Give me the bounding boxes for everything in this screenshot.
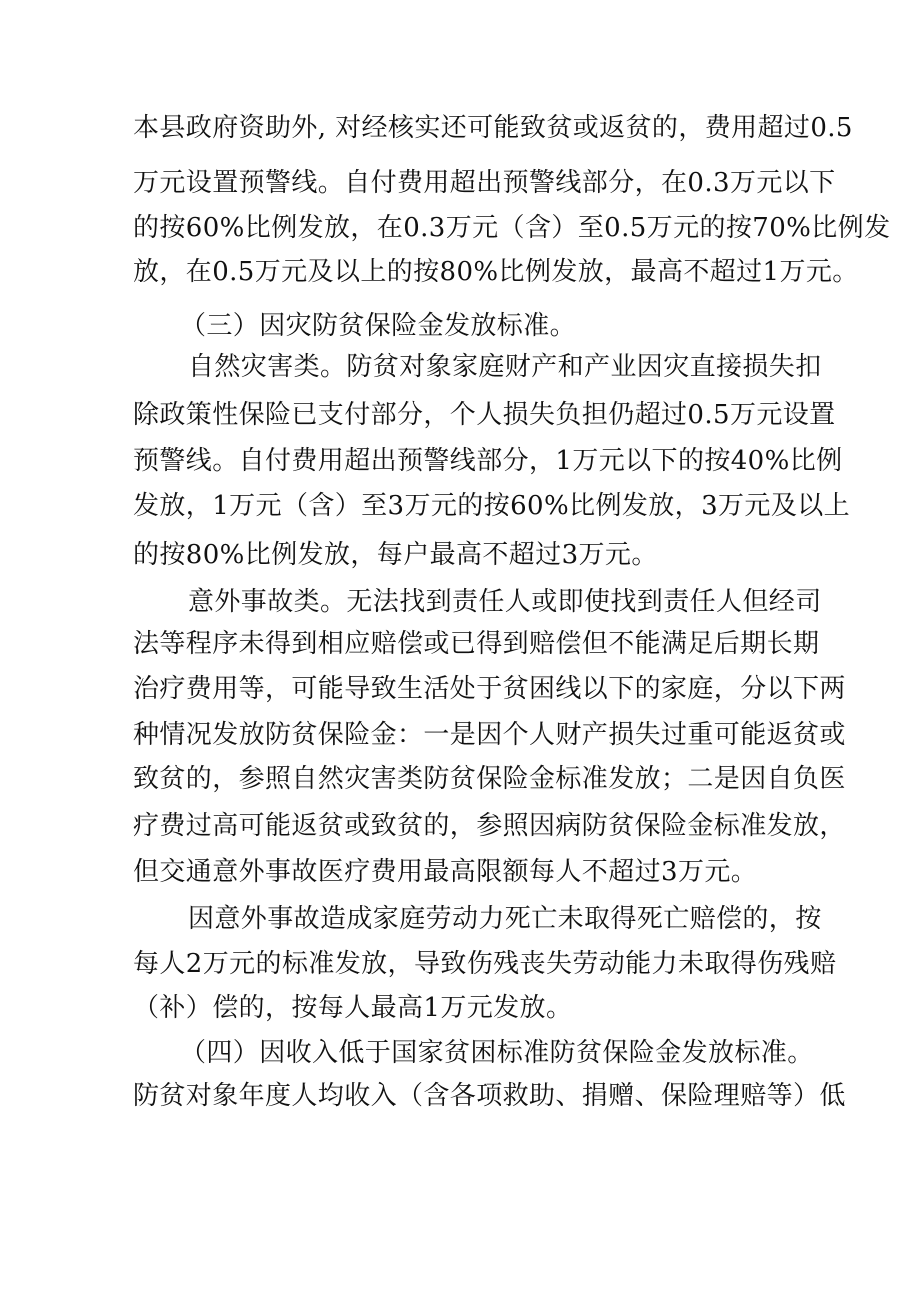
- text-line: 种情况发放防贫保险金：一是因个人财产损失过重可能返贫或: [133, 720, 846, 750]
- text-line: 万元设置预警线。自付费用超出预警线部分，在0.3万元以下: [133, 168, 836, 198]
- text-line: 防贫对象年度人均收入（含各项救助、捐赠、保险理赔等）低: [133, 1081, 846, 1111]
- text-line: 疗费过高可能返贫或致贫的，参照因病防贫保险金标准发放，: [133, 811, 846, 841]
- text-line: 发放，1万元（含）至3万元的按60%比例发放，3万元及以上: [133, 491, 851, 521]
- text-line: 意外事故类。无法找到责任人或即使找到责任人但经司: [188, 587, 822, 617]
- text-line: 法等程序未得到相应赔偿或已得到赔偿但不能满足后期长期: [133, 629, 820, 659]
- text-line: 治疗费用等，可能导致生活处于贫困线以下的家庭，分以下两: [133, 674, 846, 704]
- section-heading: （四）因收入低于国家贫困标准防贫保险金发放标准。: [180, 1038, 814, 1068]
- text-line: 但交通意外事故医疗费用最高限额每人不超过3万元。: [133, 857, 758, 887]
- text-line: 除政策性保险已支付部分，个人损失负担仍超过0.5万元设置: [133, 400, 836, 430]
- text-line: （补）偿的，按每人最高1万元发放。: [133, 993, 573, 1023]
- section-heading: （三）因灾防贫保险金发放标准。: [180, 311, 577, 341]
- text-line: 每人2万元的标准发放，导致伤残丧失劳动能力未取得伤残赔: [133, 949, 837, 979]
- text-line: 放，在0.5万元及以上的按80%比例发放，最高不超过1万元。: [133, 257, 859, 287]
- text-line: 的按80%比例发放，每户最高不超过3万元。: [133, 540, 658, 570]
- text-line: 预警线。自付费用超出预警线部分，1万元以下的按40%比例: [133, 446, 843, 476]
- text-line: 自然灾害类。防贫对象家庭财产和产业因灾直接损失扣: [188, 352, 822, 382]
- text-line: 的按60%比例发放，在0.3万元（含）至0.5万元的按70%比例发: [133, 213, 891, 243]
- text-line: 致贫的，参照自然灾害类防贫保险金标准发放；二是因自负医: [133, 764, 846, 794]
- text-line: 因意外事故造成家庭劳动力死亡未取得死亡赔偿的，按: [188, 904, 822, 934]
- text-line: 本县政府资助外, 对经核实还可能致贫或返贫的，费用超过0.5: [133, 113, 853, 143]
